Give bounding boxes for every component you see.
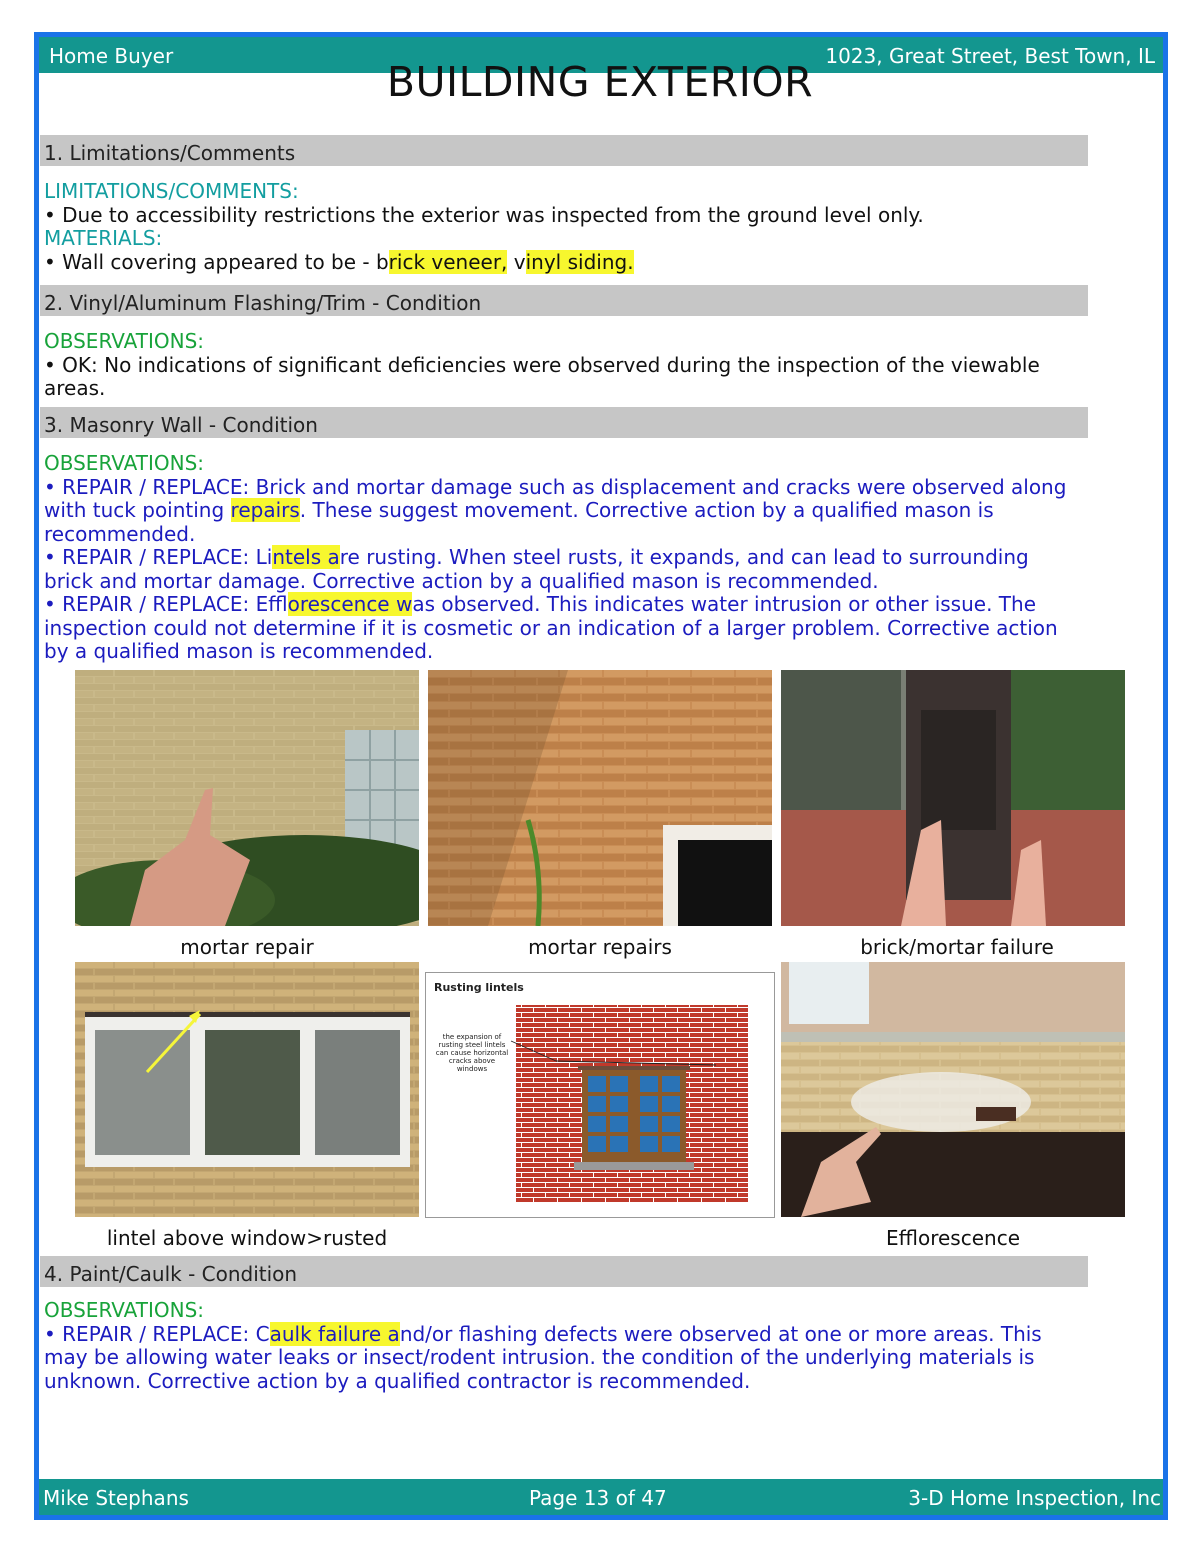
observations-label: OBSERVATIONS: xyxy=(44,1298,205,1322)
footer-bar xyxy=(39,1479,1163,1515)
observations-label: OBSERVATIONS: xyxy=(44,329,205,353)
highlight-efflorescence: florescence w xyxy=(287,592,413,616)
photo-brick-mortar-failure-image xyxy=(781,670,1125,926)
photo-caption: Efflorescence xyxy=(886,1226,1020,1250)
diagram-brick-wall xyxy=(426,973,775,1218)
highlight-vinyl: inyl siding. xyxy=(525,249,634,274)
photo-efflorescence-image xyxy=(781,962,1125,1217)
photo-caption: lintel above window>rusted xyxy=(106,1226,388,1250)
highlight-brick: rick veneer, xyxy=(388,249,508,274)
property-address: 1023, Great Street, Best Town, IL xyxy=(825,44,1155,68)
repair-text-part: nd/or flashing defects were observed at one or more areas. This may be allowing water leaks or insect/rodent intrusion. the condition of the underlying materials is unknown. Corrective action by a qualified contractor is recommended. xyxy=(44,1321,1042,1393)
company-name: 3-D Home Inspection, Inc xyxy=(908,1486,1161,1510)
photo-mortar-repairs-image xyxy=(428,670,772,926)
diagram-note-line: can cause horizontal xyxy=(435,1049,509,1057)
photo-brick-mortar-failure[interactable] xyxy=(781,670,1125,926)
repair-item-efflorescence xyxy=(44,593,1084,664)
photo-mortar-repair[interactable] xyxy=(75,670,419,926)
photo-efflorescence[interactable] xyxy=(781,962,1125,1217)
section-body-masonry xyxy=(44,452,1084,664)
repair-item-caulk xyxy=(44,1323,1084,1394)
repair-text-part: • REPAIR / REPLACE: C xyxy=(44,1321,270,1346)
materials-text-part: • Wall covering appeared to be - b xyxy=(44,249,389,274)
repair-text-part: as observed. This indicates water intrusion or other issue. The inspection could not determine if it is cosmetic or an indication of a larger problem. Corrective action by a qualified mason is recommended. xyxy=(44,592,1058,663)
diagram-note-line: the expansion of xyxy=(442,1033,502,1041)
repair-text-part: . These suggest movement. Corrective action by a qualified mason is recommended. xyxy=(44,498,994,546)
repair-text-part: • REPAIR / REPLACE: Li xyxy=(44,545,273,569)
diagram-note-line: rusting steel lintels xyxy=(438,1041,506,1049)
highlight-repairs: repairs xyxy=(230,498,300,522)
section-heading-paint-caulk: 4. Paint/Caulk - Condition xyxy=(40,1256,1088,1287)
page-title: BUILDING EXTERIOR xyxy=(386,58,814,106)
photo-caption: mortar repair xyxy=(180,935,314,959)
section-heading-flashing: 2. Vinyl/Aluminum Flashing/Trim - Condition xyxy=(40,285,1088,316)
diagram-note-line: windows xyxy=(456,1065,488,1073)
highlight-lintels: ntels a xyxy=(272,545,340,569)
observations-label: OBSERVATIONS: xyxy=(44,451,205,475)
inspector-name: Mike Stephans xyxy=(43,1486,189,1510)
section-body-flashing xyxy=(44,330,1084,401)
photo-lintel-image xyxy=(75,962,419,1217)
materials-text xyxy=(44,251,1084,275)
repair-item-lintels xyxy=(44,546,1084,593)
repair-text-part: • REPAIR / REPLACE: Ef xyxy=(44,592,288,616)
diagram-title: Rusting lintels xyxy=(434,981,524,994)
photo-caption: brick/mortar failure xyxy=(860,935,1054,959)
section-body-paint-caulk xyxy=(44,1299,1084,1393)
photo-caption: mortar repairs xyxy=(528,935,672,959)
page-number: Page 13 of 47 xyxy=(529,1486,667,1510)
photo-mortar-repairs[interactable] xyxy=(428,670,772,926)
photo-mortar-repair-image xyxy=(75,670,419,926)
section-body-limitations xyxy=(44,180,1084,274)
repair-text-part: re rusting. When steel rusts, it expands, and can lead to surrounding brick and mortar damage. Corrective action by a qualified mason is recommended. xyxy=(44,545,1029,593)
materials-text-part: v xyxy=(507,249,526,274)
repair-item-mortar xyxy=(44,476,1084,547)
client-label: Home Buyer xyxy=(49,44,174,68)
diagram-rusting-lintels xyxy=(425,972,775,1218)
section-heading-limitations: 1. Limitations/Comments xyxy=(40,135,1088,166)
materials-label: MATERIALS: xyxy=(44,226,163,250)
photo-lintel-above-window[interactable] xyxy=(75,962,419,1217)
section-heading-masonry: 3. Masonry Wall - Condition xyxy=(40,407,1088,438)
limitations-text: • Due to accessibility restrictions the exterior was inspected from the ground level only. xyxy=(44,202,924,227)
limitations-label: LIMITATIONS/COMMENTS: xyxy=(44,179,299,203)
repair-text-part: • REPAIR / REPLACE: Brick and mortar damage such as displacement and cracks were observed along with tuck pointing xyxy=(44,474,1067,522)
observation-text: • OK: No indications of significant deficiencies were observed during the inspection of the viewable areas. xyxy=(44,352,1040,400)
diagram-note-line: cracks above xyxy=(448,1057,496,1065)
highlight-caulk: aulk failure a xyxy=(269,1321,400,1346)
